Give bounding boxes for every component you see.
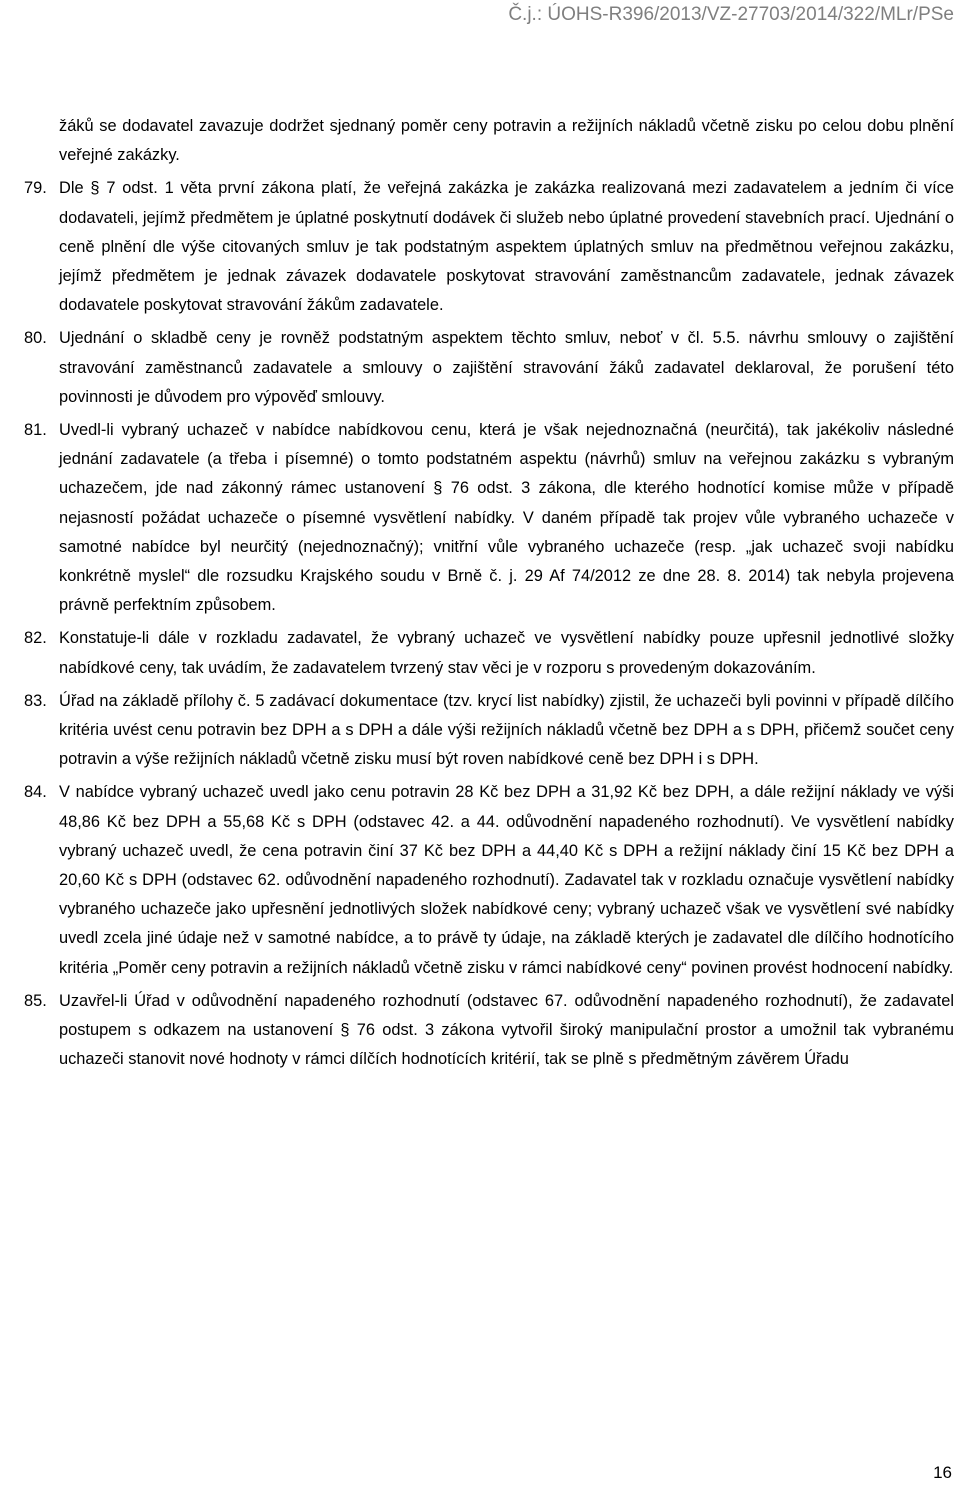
paragraph-text: Úřad na základě přílohy č. 5 zadávací dokumentace (tzv. krycí list nabídky) zjistil, že uchazeči byli povinni v případě dílčího kritéria uvést cenu potravin bez DPH a s DPH a dále výši režijních nákladů včetně bez DPH a s DPH, přičemž součet ceny potravin a výše režijních nákladů včetně zisku musí být roven nabídkové ceně bez DPH i s DPH.	[59, 691, 954, 769]
paragraph-text: Ujednání o skladbě ceny je rovněž podstatným aspektem těchto smluv, neboť v čl. 5.5. návrhu smlouvy o zajištění stravování zaměstnanců zadavatele a smlouvy o zajištění stravování žáků zadavatel deklaroval, že porušení této povinnosti je důvodem pro výpověď smlouvy.	[59, 329, 954, 406]
document-reference: Č.j.: ÚOHS-R396/2013/VZ-27703/2014/322/MLr/PSe	[508, 4, 954, 25]
paragraph-text: Konstatuje-li dále v rozkladu zadavatel, že vybraný uchazeč ve vysvětlení nabídky pouze upřesnil jednotlivé složky nabídkové ceny, tak uvádím, že zadavatelem tvrzený stav věci je v rozporu s provedeným dokazováním.	[59, 629, 954, 677]
paragraph-text: Dle § 7 odst. 1 věta první zákona platí, že veřejná zakázka je zakázka realizovaná mezi zadavatelem a jedním či více dodavateli, jejímž předmětem je úplatné poskytnutí dodávek či služeb nebo úplatné provedení stavebních prací. Ujednání o ceně plnění dle výše citovaných smluv je tak podstatným aspektem úplatných smluv na předmětnou veřejnou zakázku, jejímž předmětem je jednak závazek dodavatele poskytovat stravování zaměstnancům zadavatele, jednak závazek dodavatele poskytovat stravování žákům zadavatele.	[59, 179, 954, 315]
paragraph-85	[24, 987, 954, 1075]
paragraph-text: V nabídce vybraný uchazeč uvedl jako cenu potravin 28 Kč bez DPH a 31,92 Kč bez DPH, a dále režijní náklady ve výši 48,86 Kč bez DPH a 55,68 Kč s DPH (odstavec 42. a 44. odůvodnění napadeného rozhodnutí). Ve vysvětlení nabídky vybraný uchazeč uvedl, že cena potravin činí 37 Kč bez DPH a 44,40 Kč s DPH a režijní náklady činí 15 Kč bez DPH a 20,60 Kč s DPH (odstavec 62. odůvodnění napadeného rozhodnutí). Zadavatel tak v rozkladu označuje vysvětlení nabídky vybraného uchazeče jako upřesnění jednotlivých složek nabídkové ceny; vybraný uchazeč však ve vysvětlení své nabídky uvedl zcela jiné údaje než v samotné nabídce, a to právě ty údaje, na základě kterých je zadavatel dle dílčího hodnotícího kritéria „Poměr ceny potravin a režijních nákladů včetně zisku v rámci nabídkové ceny“ povinen provést hodnocení nabídky.	[59, 783, 954, 977]
paragraph-80	[24, 324, 954, 412]
paragraph-83	[24, 687, 954, 775]
paragraph-number: 82.	[24, 629, 47, 648]
paragraph-number: 85.	[24, 991, 47, 1010]
paragraph-number: 79.	[24, 179, 47, 198]
document-body	[24, 112, 954, 1079]
paragraph-text: Uvedl-li vybraný uchazeč v nabídce nabídkovou cenu, která je však nejednoznačná (neurčitá), tak jakékoliv následné jednání zadavatele (a třeba i písemné) o tomto podstatném aspektu (návrhů) smluv na veřejnou zakázku s vybraným uchazečem, jde nad zákonný rámec ustanovení § 76 odst. 3 zákona, dle kterého hodnotící komise může v případě nejasností požádat uchazeče o písemné vysvětlení nabídky. V daném případě tak projev vůle vybraného uchazeče v samotné nabídce byl neurčitý (nejednoznačný); vnitřní vůle vybraného uchazeče (resp. „jak uchazeč svoji nabídku konkrétně myslel“ dle rozsudku Krajského soudu v Brně č. j. 29 Af 74/2012 ze dne 28. 8. 2014) tak nebyla projevena právně perfektním způsobem.	[59, 421, 954, 615]
paragraph-text: žáků se dodavatel zavazuje dodržet sjednaný poměr ceny potravin a režijních nákladů včetně zisku po celou dobu plnění veřejné zakázky.	[59, 117, 954, 165]
paragraph-number: 80.	[24, 329, 47, 348]
paragraph-number: 83.	[24, 691, 47, 710]
paragraph-81	[24, 416, 954, 620]
paragraph-number: 81.	[24, 421, 47, 440]
paragraph-number: 84.	[24, 783, 47, 802]
paragraph-79	[24, 174, 954, 320]
paragraph-text: Uzavřel-li Úřad v odůvodnění napadeného rozhodnutí (odstavec 67. odůvodnění napadeného rozhodnutí), že zadavatel postupem s odkazem na ustanovení § 76 odst. 3 zákona vytvořil široký manipulační prostor a umožnil tak vybranému uchazeči stanovit nové hodnoty v rámci dílčích hodnotících kritérií, tak se plně s předmětným závěrem Úřadu	[59, 991, 954, 1069]
continuation-paragraph	[24, 112, 954, 170]
page-number: 16	[933, 1463, 952, 1482]
paragraph-84	[24, 778, 954, 982]
paragraph-82	[24, 624, 954, 682]
